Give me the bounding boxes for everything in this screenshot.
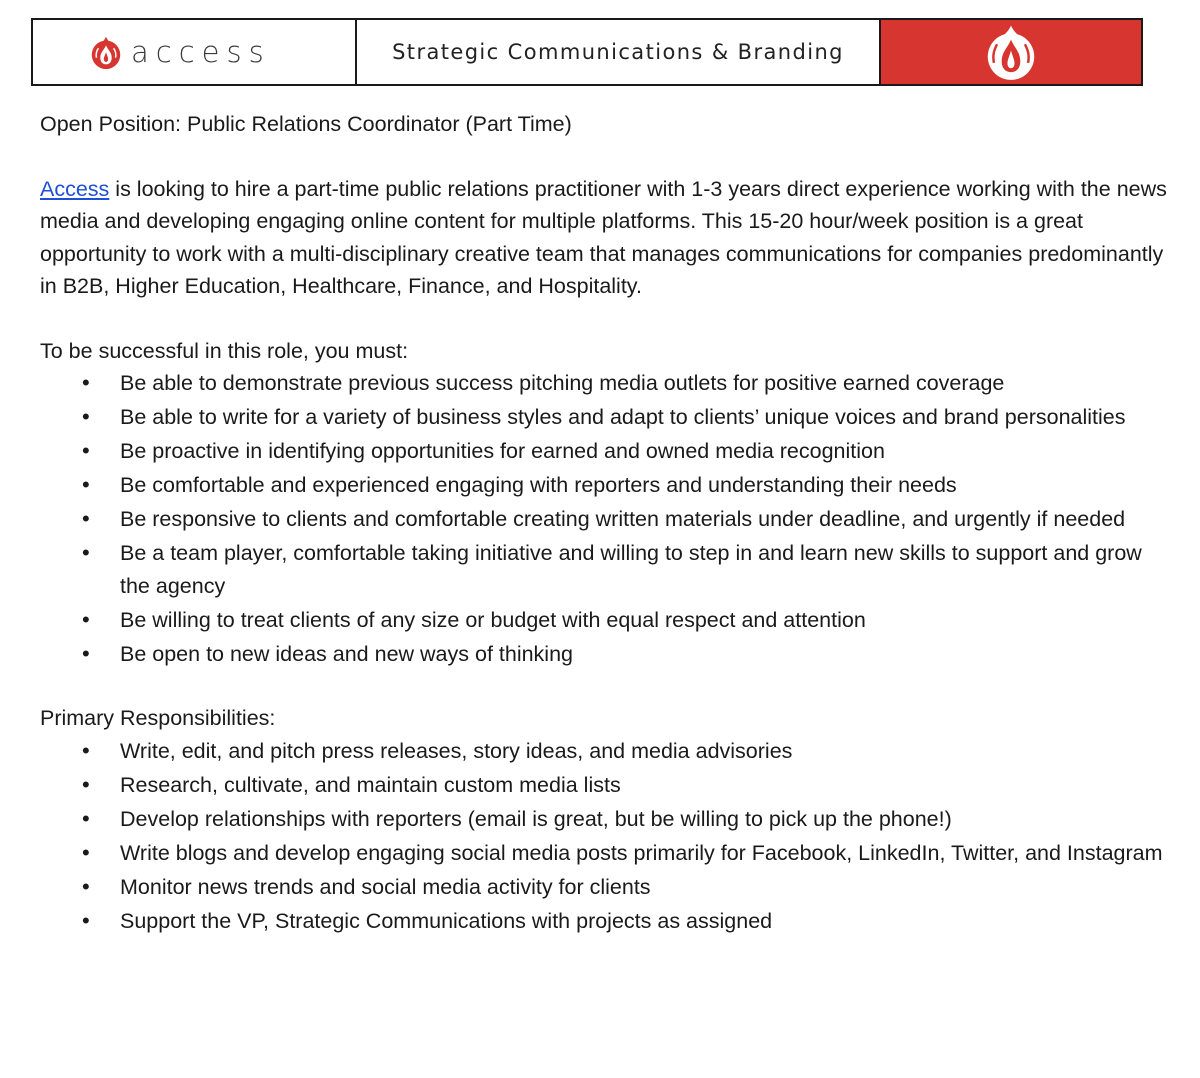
list-item: • Write, edit, and pitch press releases, story ideas, and media advisories [40, 735, 1170, 768]
list-item: • Be able to demonstrate previous success pitching media outlets for positive earned coverage [40, 367, 1170, 400]
list-item: • Monitor news trends and social media activity for clients [40, 871, 1170, 904]
flame-icon [87, 33, 125, 71]
responsibilities-list [40, 735, 1170, 938]
list-item: • Be a team player, comfortable taking initiative and willing to step in and learn new skills to support and grow the agency [40, 537, 1170, 602]
responsibilities-heading: Primary Responsibilities: [40, 706, 276, 730]
brand-color-cell [881, 20, 1141, 84]
list-item: • Be responsive to clients and comfortable creating written materials under deadline, and urgently if needed [40, 503, 1170, 536]
success-list [40, 367, 1170, 670]
logo-wordmark: access [131, 35, 271, 69]
letterhead-table [31, 18, 1143, 86]
letterhead-title: Strategic Communications & Branding [357, 20, 881, 84]
intro-paragraph [40, 173, 1170, 303]
document-body [40, 108, 1170, 969]
list-item: • Be able to write for a variety of business styles and adapt to clients’ unique voices and brand personalities [40, 401, 1170, 434]
list-item: • Support the VP, Strategic Communications with projects as assigned [40, 905, 1170, 938]
list-item: • Be comfortable and experienced engaging with reporters and understanding their needs [40, 469, 1170, 502]
logo-cell [33, 20, 357, 84]
flame-emblem-icon [980, 21, 1042, 83]
job-title: Open Position: Public Relations Coordinator (Part Time) [40, 112, 572, 136]
list-item: • Be proactive in identifying opportunities for earned and owned media recognition [40, 435, 1170, 468]
list-item: • Be willing to treat clients of any size or budget with equal respect and attention [40, 604, 1170, 637]
intro-text: is looking to hire a part-time public relations practitioner with 1-3 years direct experience working with the news media and developing engaging online content for multiple platforms. This 15-20 hour/week position is a great opportunity to work with a multi-disciplinary creative team that manages communications for companies predominantly in B2B, Higher Education, Healthcare, Finance, and Hospitality. [40, 176, 1167, 298]
list-item: • Develop relationships with reporters (email is great, but be willing to pick up the phone!) [40, 803, 1170, 836]
access-link[interactable]: Access [40, 176, 110, 201]
success-heading: To be successful in this role, you must: [40, 338, 409, 363]
list-item: • Research, cultivate, and maintain custom media lists [40, 769, 1170, 802]
list-item: • Write blogs and develop engaging social media posts primarily for Facebook, LinkedIn, Twitter, and Instagram [40, 837, 1170, 870]
list-item: • Be open to new ideas and new ways of thinking [40, 638, 1170, 671]
